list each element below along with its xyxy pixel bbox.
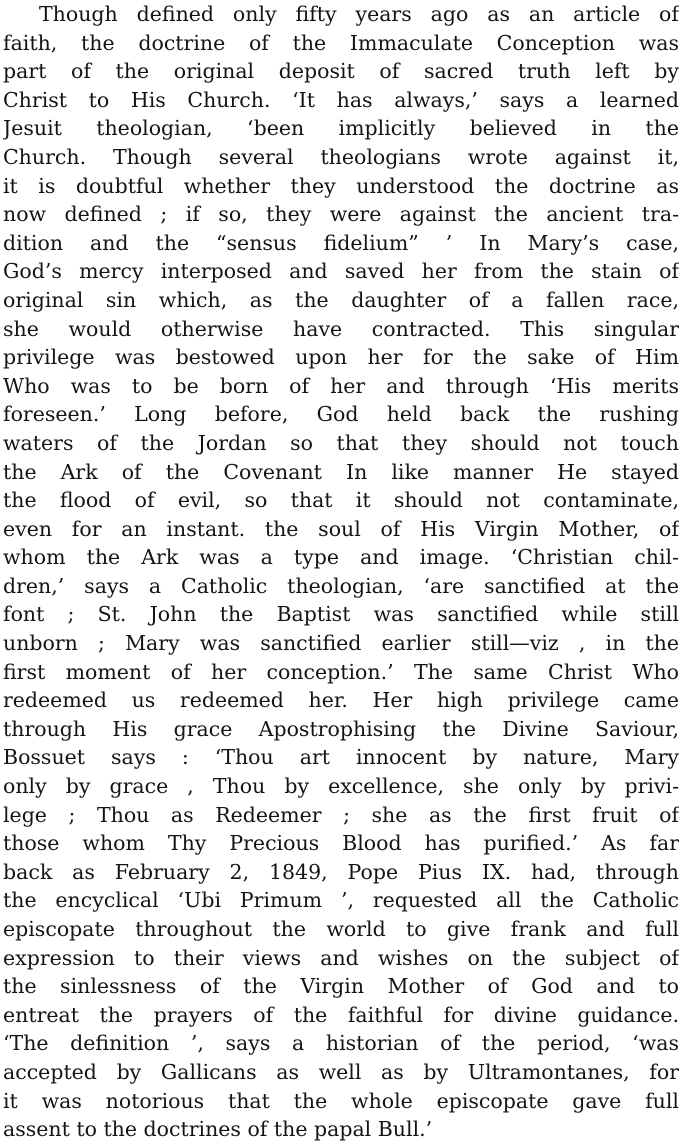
text-line: the Ark of the Covenant In like manner He stayed bbox=[3, 459, 679, 484]
text-line: Though defined only fifty years ago as an article of bbox=[39, 2, 679, 26]
text-line: the sinlessness of the Virgin Mother of God and to bbox=[3, 974, 679, 999]
text-line: first moment of her conception.’ The same Christ Who bbox=[3, 659, 679, 684]
text-line: Church. Though several theologians wrote against it, bbox=[3, 144, 679, 169]
text-line: even for an instant. the soul of His Virgin Mother, of bbox=[3, 516, 679, 541]
text-line: it is doubtful whether they understood the doctrine as bbox=[3, 173, 679, 198]
text-line: those whom Thy Precious Blood has purified.’ As far bbox=[3, 831, 679, 856]
text-line: she would otherwise have contracted. This singular bbox=[3, 316, 679, 341]
text-line: foreseen.’ Long before, God held back the rushing bbox=[3, 402, 679, 427]
text-line: the flood of evil, so that it should not contaminate, bbox=[3, 488, 679, 513]
text-line: unborn ; Mary was sanctified earlier still—viz , in the bbox=[3, 631, 679, 656]
text-line: ‘The definition ’, says a historian of the period, ‘was bbox=[3, 1031, 679, 1056]
text-line: Jesuit theologian, ‘been implicitly believed in the bbox=[3, 116, 679, 141]
text-line: Christ to His Church. ‘It has always,’ says a learned bbox=[3, 87, 679, 112]
text-line: back as February 2, 1849, Pope Pius IX. had, through bbox=[3, 859, 679, 884]
text-line: assent to the doctrines of the papal Bull.’ bbox=[3, 1117, 433, 1142]
text-line: entreat the prayers of the faithful for divine guidance. bbox=[3, 1002, 679, 1027]
text-line: through His grace Apostrophising the Divine Saviour, bbox=[3, 716, 679, 741]
text-line: it was notorious that the whole episcopate gave full bbox=[3, 1088, 679, 1113]
body-paragraph bbox=[3, 0, 679, 1144]
text-line: episcopate throughout the world to give frank and full bbox=[3, 917, 679, 941]
text-line: part of the original deposit of sacred truth left by bbox=[3, 59, 679, 84]
text-line: privilege was bestowed upon her for the sake of Him bbox=[3, 345, 679, 370]
text-line: dren,’ says a Catholic theologian, ‘are sanctified at the bbox=[3, 573, 679, 598]
text-line: original sin which, as the daughter of a fallen race, bbox=[3, 287, 679, 312]
text-line: faith, the doctrine of the Immaculate Conception was bbox=[3, 30, 679, 55]
text-line: accepted by Gallicans as well as by Ultramontanes, for bbox=[3, 1059, 679, 1084]
text-line: Bossuet says : ‘Thou art innocent by nature, Mary bbox=[3, 745, 679, 770]
text-line: font ; St. John the Baptist was sanctified while still bbox=[3, 602, 679, 627]
text-line: waters of the Jordan so that they should not touch bbox=[3, 430, 679, 455]
text-line: God’s mercy interposed and saved her from the stain of bbox=[3, 259, 679, 284]
text-line: the encyclical ‘Ubi Primum ’, requested all the Catholic bbox=[3, 888, 679, 913]
text-line: whom the Ark was a type and image. ‘Christian chil- bbox=[3, 545, 679, 570]
text-line: expression to their views and wishes on the subject of bbox=[3, 945, 679, 970]
text-line: lege ; Thou as Redeemer ; she as the first fruit of bbox=[3, 802, 679, 827]
text-line: only by grace , Thou by excellence, she only by privi- bbox=[3, 774, 679, 799]
text-line: Who was to be born of her and through ‘His merits bbox=[3, 373, 679, 398]
text-line: dition and the “sensus fidelium” ’ In Mary’s case, bbox=[3, 230, 679, 255]
text-line: redeemed us redeemed her. Her high privilege came bbox=[3, 688, 679, 713]
text-line: now defined ; if so, they were against the ancient tra- bbox=[3, 202, 679, 227]
